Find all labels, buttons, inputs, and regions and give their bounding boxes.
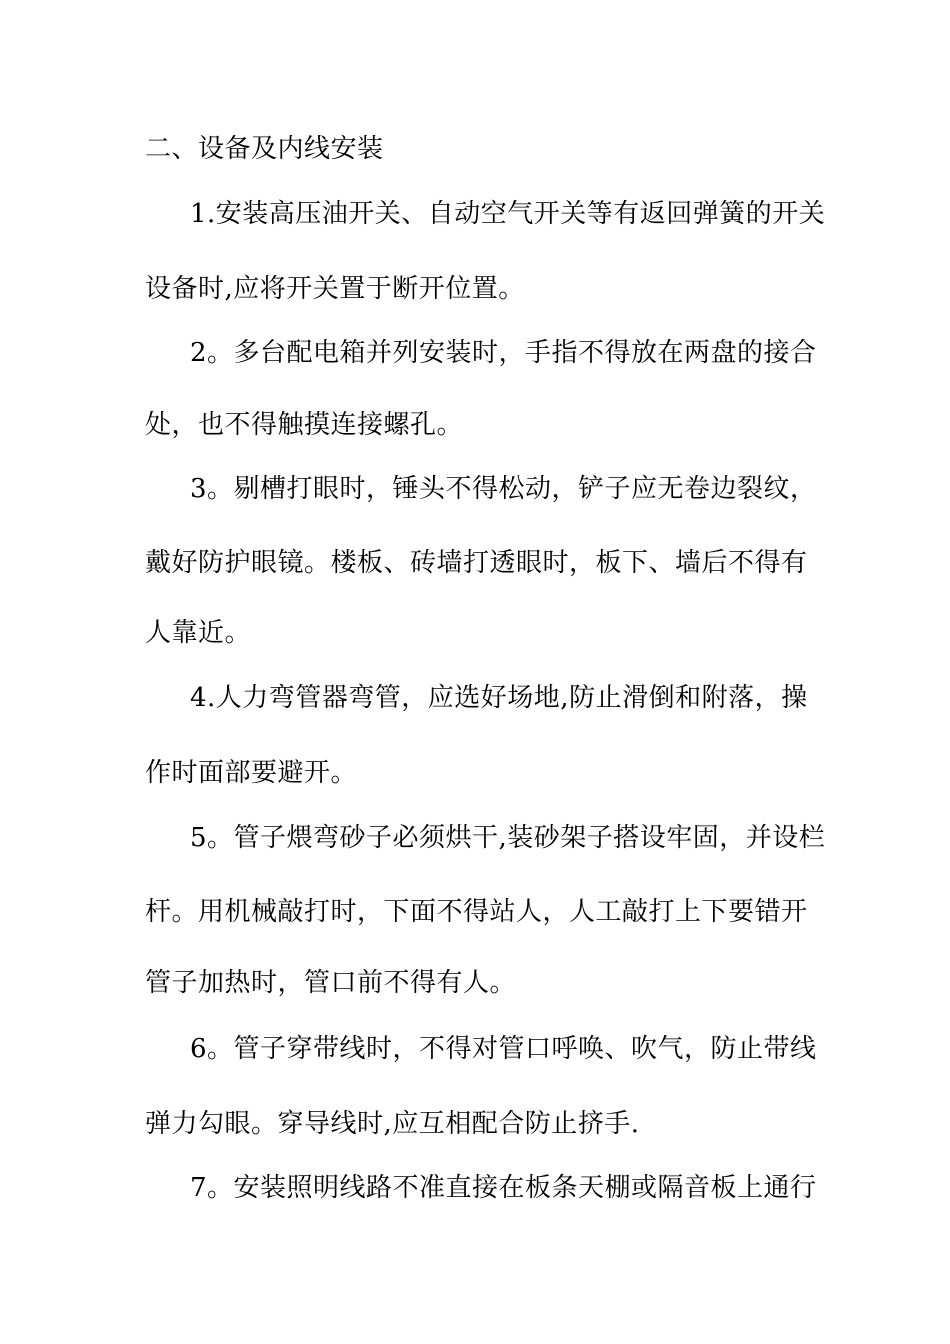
item-6-line-2: 弹力勾眼。穿导线时,应互相配合防止挤手. — [145, 1109, 640, 1139]
item-6-line-1: 6。管子穿带线时，不得对管口呼唤、吹气，防止带线 — [190, 1034, 817, 1064]
item-3-line-1: 3。剔槽打眼时，锤头不得松动，铲子应无卷边裂纹， — [190, 474, 817, 504]
item-3-line-2: 戴好防护眼镜。楼板、砖墙打透眼时，板下、墙后不得有 — [145, 548, 808, 578]
section-heading: 二、设备及内线安装 — [145, 134, 384, 164]
item-1-line-1: 1.安装高压油开关、自动空气开关等有返回弹簧的开关 — [190, 199, 826, 229]
item-7-line-1: 7。安装照明线路不准直接在板条天棚或隔音板上通行 — [190, 1173, 817, 1203]
item-3-line-3: 人靠近。 — [145, 618, 252, 648]
item-1-line-2: 设备时,应将开关置于断开位置。 — [145, 274, 525, 304]
item-5-line-1: 5。管子煨弯砂子必须烘干,装砂架子搭设牢固，并设栏 — [190, 823, 826, 853]
item-4-line-1: 4.人力弯管器弯管，应选好场地,防止滑倒和附落，操 — [190, 683, 808, 713]
item-2-line-1: 2。多台配电箱并列安装时，手指不得放在两盘的接合 — [190, 338, 817, 368]
item-2-line-2: 处，也不得触摸连接螺孔。 — [145, 410, 464, 440]
item-5-line-2: 杆。用机械敲打时，下面不得站人，人工敲打上下要错开 — [145, 897, 808, 927]
item-5-line-3: 管子加热时，管口前不得有人。 — [145, 968, 517, 998]
item-4-line-2: 作时面部要避开。 — [145, 758, 358, 788]
